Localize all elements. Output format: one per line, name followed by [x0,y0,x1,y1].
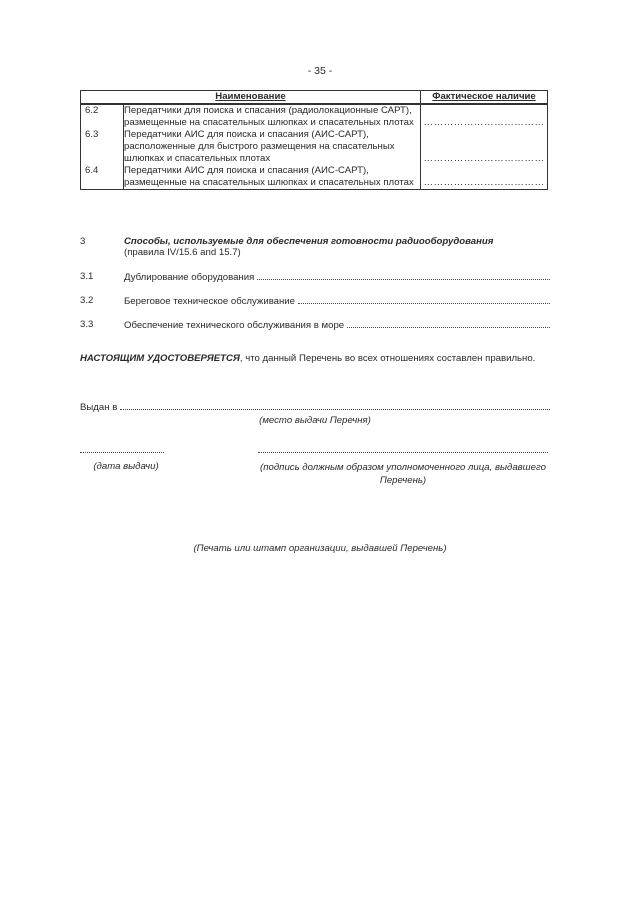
table-row [81,104,548,129]
certification-text: , что данный Перечень во всех отношениях составлен правильно. [239,353,536,364]
item-number: 3.2 [80,295,94,306]
equipment-table [80,90,548,190]
certification-lead: НАСТОЯЩИМ УДОСТОВЕРЯЕТСЯ [80,353,240,364]
table-row [81,129,548,165]
item-label: Береговое техническое обслуживание [124,296,296,307]
section-subtitle: (правила IV/15.6 and 15.7) [124,247,241,258]
certification-statement [80,352,550,366]
place-caption: (место выдачи Перечня) [259,415,371,426]
stamp-caption: (Печать или штамп организации, выдавшей Перечень) [193,543,447,554]
issued-place-field[interactable] [120,401,550,410]
column-header-name: Наименование [81,91,421,105]
row-actual-field[interactable]: ……………………………… [421,104,548,129]
date-field[interactable] [80,452,164,453]
signature-caption: (подпись должным образом уполномоченного лица, выдавшего Перечень) [260,462,546,486]
item-number: 3.3 [80,319,94,330]
issued-block [80,401,550,426]
row-actual-field[interactable]: ……………………………… [421,165,548,190]
item-label: Дублирование оборудования [124,272,255,283]
item-fill-line[interactable] [298,295,550,304]
row-number: 6.3 [81,129,124,165]
item-fill-line[interactable] [257,271,550,280]
row-number: 6.4 [81,165,124,190]
section-title: Способы, используемые для обеспечения готовности радиооборудования [124,236,494,247]
item-label: Обеспечение технического обслуживания в море [124,320,345,331]
date-caption: (дата выдачи) [93,461,159,472]
table-row [81,165,548,190]
item-fill-line[interactable] [347,319,550,328]
section-number: 3 [80,236,86,247]
issued-label: Выдан в [80,402,118,413]
row-actual-field[interactable]: ……………………………… [421,129,548,165]
row-name: Передатчики для поиска и спасания (радиолокационные САРТ), размещенные на спасательных шлюпках и спасательных плотах [124,104,421,129]
item-number: 3.1 [80,271,94,282]
row-name: Передатчики АИС для поиска и спасания (АИС-САРТ), расположенные для быстрого размещения на спасательных шлюпках и спасательных плотах [124,129,421,165]
page-number: - 35 - [307,65,333,77]
table-header-row [81,91,548,105]
signature-field[interactable] [258,452,548,453]
column-header-actual: Фактическое наличие [421,91,548,105]
row-number: 6.2 [81,104,124,129]
row-name: Передатчики АИС для поиска и спасания (АИС-САРТ), размещенные на спасательных шлюпках и спасательных плотах [124,165,421,190]
